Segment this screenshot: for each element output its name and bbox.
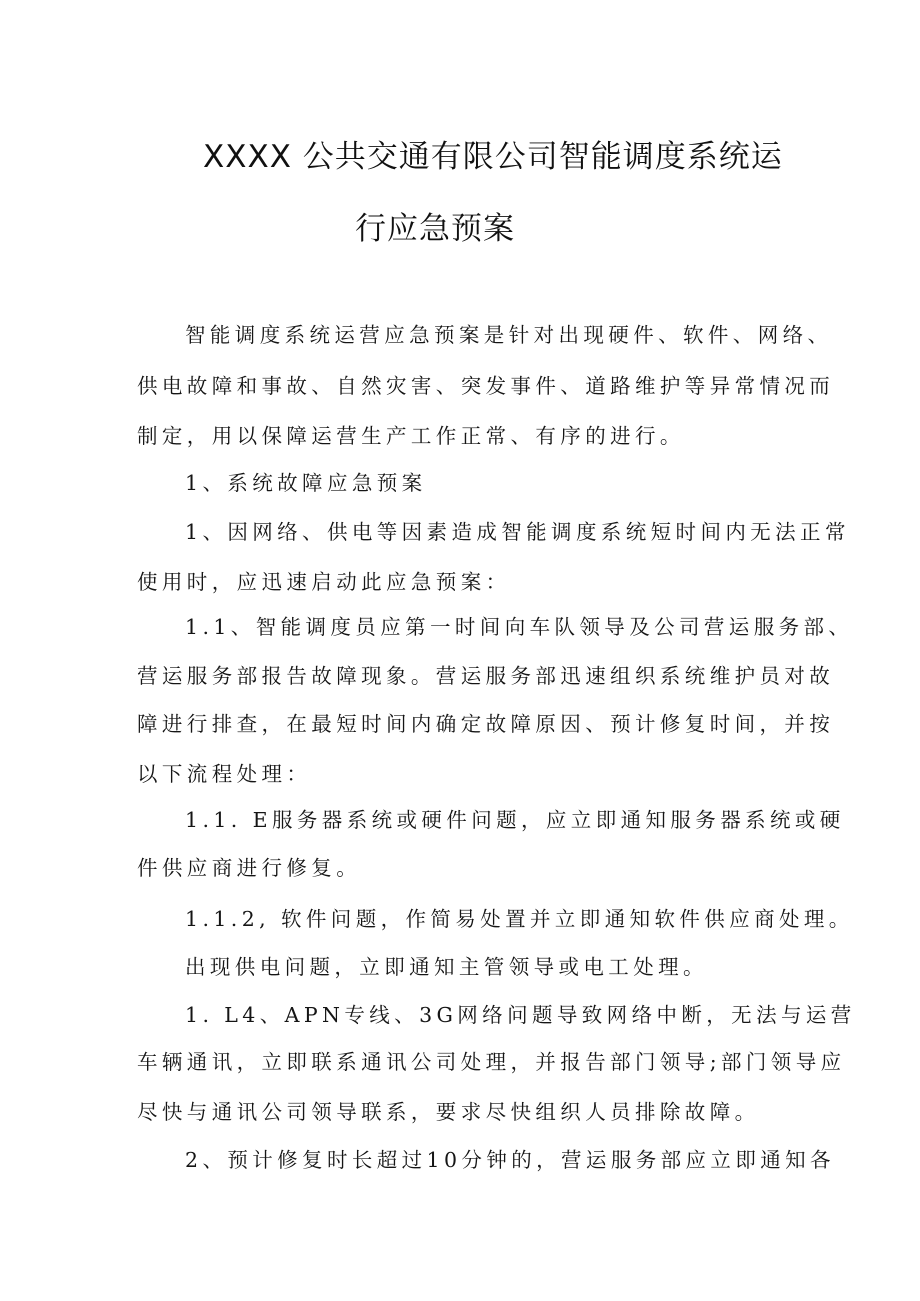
paragraph-line-3: 制定，用以保障运营生产工作正常、有序的进行。 — [137, 424, 685, 448]
paragraph-line-9: 以下流程处理： — [137, 762, 312, 786]
paragraph-line-5: 使用时，应迅速启动此应急预案： — [137, 570, 511, 594]
paragraph-line-8: 障进行排查，在最短时间内确定故障原因、预计修复时间，并按 — [137, 712, 835, 736]
paragraph-line-4: 1、因网络、供电等因素造成智能调度系统短时间内无法正常 — [185, 520, 850, 544]
paragraph-line-7: 营运服务部报告故障现象。营运服务部迅速组织系统维护员对故 — [137, 664, 835, 688]
paragraph-line-17: 2、预计修复时长超过10分钟的，营运服务部应立即通知各 — [185, 1148, 835, 1172]
paragraph-line-12: 1.1.2, 软件问题，作简易处置并立即通知软件供应商处理。 — [185, 907, 854, 931]
document-title-line-1: XXXX 公共交通有限公司智能调度系统运 — [203, 139, 783, 175]
paragraph-line-2: 供电故障和事故、自然灾害、突发事件、道路维护等异常情况而 — [137, 374, 835, 398]
document-title-line-2: 行应急预案 — [355, 211, 515, 247]
paragraph-line-6: 1.1、智能调度员应第一时间向车队领导及公司营运服务部、 — [185, 615, 854, 639]
paragraph-line-10: 1.1. E服务器系统或硬件问题，应立即通知服务器系统或硬 — [185, 808, 845, 832]
paragraph-line-1: 智能调度系统运营应急预案是针对出现硬件、软件、网络、 — [185, 323, 833, 347]
paragraph-line-14: 1. L4、APN专线、3G网络问题导致网络中断，无法与运营 — [185, 1003, 856, 1027]
paragraph-line-11: 件供应商进行修复。 — [137, 856, 362, 880]
paragraph-line-15: 车辆通讯，立即联系通讯公司处理，并报告部门领导;部门领导应 — [137, 1050, 846, 1074]
paragraph-line-16: 尽快与通讯公司领导联系，要求尽快组织人员排除故障。 — [137, 1100, 760, 1124]
section-heading: 1、系统故障应急预案 — [185, 471, 427, 495]
paragraph-line-13: 出现供电问题，立即通知主管领导或电工处理。 — [185, 955, 708, 979]
